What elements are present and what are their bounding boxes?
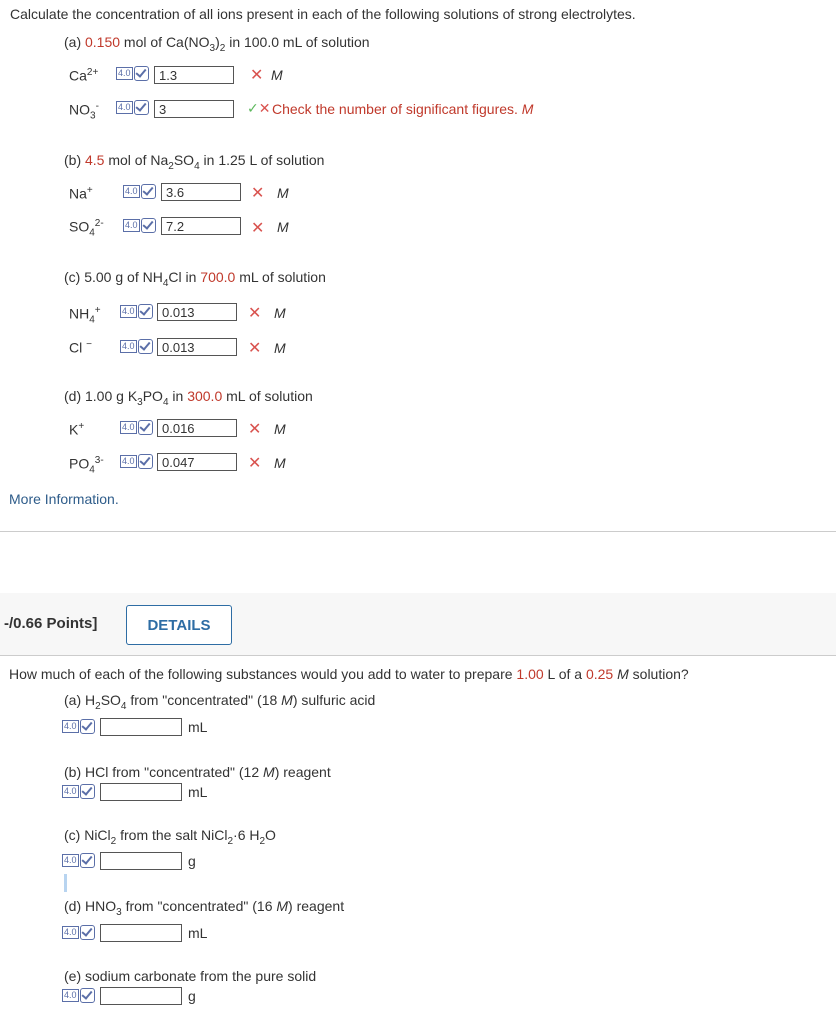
text-cursor-marker <box>64 874 67 892</box>
ion-label-so4: $SO_4^{2-}$ <box>69 218 104 239</box>
check-icon <box>138 454 153 469</box>
unit-label: M <box>274 421 286 437</box>
unit-label: M <box>271 67 283 83</box>
q2-part-a-label: (a) $H_2SO_4$ from "concentrated" (18 M) sulfuric acid <box>64 692 376 712</box>
version-badge: 4.0 <box>62 853 95 867</box>
check-icon <box>141 184 156 199</box>
q2-part-b-label: (b) HCl from "concentrated" (12 M) reagent <box>64 764 331 780</box>
unit-label: M <box>274 455 286 471</box>
answer-input-k[interactable]: 0.016 <box>157 419 237 437</box>
unit-label: g <box>188 853 196 869</box>
part-c-label: (c) 5.00 g of $NH_4Cl$ in 700.0 mL of solution <box>64 269 326 289</box>
points-label: -/0.66 Points] <box>4 615 98 632</box>
answer-input-ca[interactable]: 1.3 <box>154 66 234 84</box>
part-a-label: (a) 0.150 mol of $Ca(NO_3)_2$ in 100.0 mL of solution <box>64 34 370 54</box>
part-b-label: (b) 4.5 mol of $Na_2SO_4$ in 1.25 L of solution <box>64 152 325 172</box>
version-badge: 4.0 <box>120 304 153 318</box>
incorrect-icon: ✕ <box>251 185 265 202</box>
check-icon <box>80 719 95 734</box>
check-icon <box>80 853 95 868</box>
incorrect-icon: ✕ <box>248 305 262 322</box>
answer-input-cl[interactable]: 0.013 <box>157 338 237 356</box>
ion-label-cl: Cl − <box>69 339 92 356</box>
version-badge: 4.0 <box>120 420 153 434</box>
incorrect-icon: ✕ <box>248 421 262 438</box>
incorrect-icon: ✕ <box>248 455 262 472</box>
answer-input-hcl[interactable] <box>100 783 182 801</box>
version-badge: 4.0 <box>116 66 149 80</box>
answer-input-nh4[interactable]: 0.013 <box>157 303 237 321</box>
ion-label-nh4: $NH_4^+$ <box>69 305 101 326</box>
unit-label: M <box>277 185 289 201</box>
check-icon <box>138 339 153 354</box>
check-icon <box>80 784 95 799</box>
version-badge: 4.0 <box>62 719 95 733</box>
version-badge: 4.0 <box>123 218 156 232</box>
version-badge: 4.0 <box>116 100 149 114</box>
version-badge: 4.0 <box>120 454 153 468</box>
unit-label: mL <box>188 719 208 735</box>
question2-prompt: How much of each of the following substances would you add to water to prepare 1.00 L of a 0.25 M solution? <box>9 666 689 682</box>
unit-label: M <box>274 305 286 321</box>
q2-part-c-label: (c) NiCl$_2$ from the salt NiCl$_2$·6 $H_2O$ <box>64 827 276 847</box>
ion-label-ca: $Ca^{2+}$ <box>69 67 99 84</box>
q2-part-e-label: (e) sodium carbonate from the pure solid <box>64 968 317 984</box>
answer-input-na[interactable]: 3.6 <box>161 183 241 201</box>
details-button[interactable]: DETAILS <box>126 605 232 645</box>
unit-label: mL <box>188 784 208 800</box>
answer-input-no3[interactable]: 3 <box>154 100 234 118</box>
q2-part-d-label: (d) $HNO_3$ from "concentrated" (16 M) reagent <box>64 898 345 918</box>
unit-label: M <box>274 340 286 356</box>
incorrect-icon: ✕ <box>248 340 262 357</box>
check-icon <box>80 925 95 940</box>
version-badge: 4.0 <box>62 784 95 798</box>
answer-input-h2so4[interactable] <box>100 718 182 736</box>
feedback-text: Check the number of significant figures. M <box>272 101 534 117</box>
ion-label-k: K+ <box>69 421 85 438</box>
partial-icon: ✓✕ <box>247 100 271 116</box>
ion-label-po4: $PO_4^{3-}$ <box>69 455 104 476</box>
divider <box>0 531 836 532</box>
check-icon <box>80 988 95 1003</box>
answer-input-po4[interactable]: 0.047 <box>157 453 237 471</box>
unit-label: mL <box>188 925 208 941</box>
version-badge: 4.0 <box>62 925 95 939</box>
incorrect-icon: ✕ <box>250 67 264 84</box>
answer-input-na2co3[interactable] <box>100 987 182 1005</box>
check-icon <box>134 100 149 115</box>
check-icon <box>138 304 153 319</box>
part-d-label: (d) 1.00 g $K_3PO_4$ in 300.0 mL of solution <box>64 388 313 408</box>
check-icon <box>141 218 156 233</box>
ion-label-no3: $NO_3^-$ <box>69 101 99 122</box>
version-badge: 4.0 <box>62 988 95 1002</box>
version-badge: 4.0 <box>120 339 153 353</box>
version-badge: 4.0 <box>123 184 156 198</box>
more-information-link[interactable]: More Information. <box>9 491 119 507</box>
check-icon <box>134 66 149 81</box>
question-prompt: Calculate the concentration of all ions present in each of the following solutions of strong electrolytes. <box>10 6 636 22</box>
divider <box>0 655 836 656</box>
check-icon <box>138 420 153 435</box>
answer-input-nicl2[interactable] <box>100 852 182 870</box>
unit-label: g <box>188 988 196 1004</box>
answer-input-so4[interactable]: 7.2 <box>161 217 241 235</box>
answer-input-hno3[interactable] <box>100 924 182 942</box>
ion-label-na: Na+ <box>69 185 93 202</box>
unit-label: M <box>277 219 289 235</box>
incorrect-icon: ✕ <box>251 220 265 237</box>
